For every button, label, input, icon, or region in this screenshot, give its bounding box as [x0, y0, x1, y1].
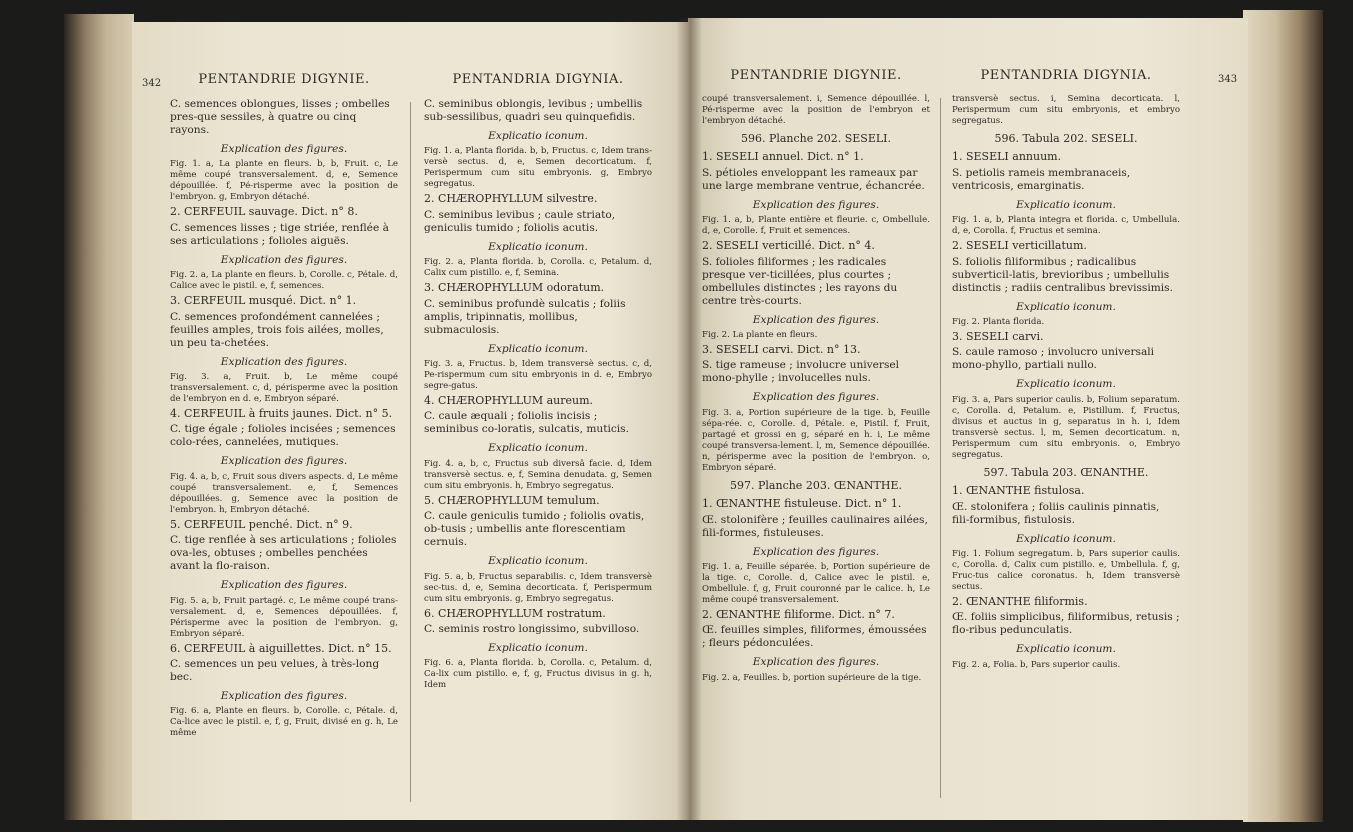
species-description: C. semences lisses ; tige striée, renflée à ses articulations ; folioles aiguës. — [170, 221, 389, 247]
explanation-heading: Explication des figures. — [220, 355, 348, 368]
species-heading: 2. SESELI verticillé. Dict. n° 4. — [702, 239, 875, 253]
explanation-heading: Explicatio iconum. — [1016, 643, 1116, 656]
species-description: S. folioles filiformes ; les radicales presque ver-ticillées, plus courtes ; ombellules distinctes ; les rayons du centre très-courts. — [702, 255, 898, 307]
column-body — [424, 98, 652, 694]
explanation-heading: Explicatio iconum. — [1016, 378, 1116, 391]
species-heading: 2. ŒNANTHE filiforme. Dict. n° 7. — [702, 608, 895, 622]
page-edges-right — [1243, 10, 1323, 822]
figure-caption: Fig. 6. a, Planta florida. b, Corolla. c, Petalum. d, Ca-lix cum pistillo. e, f, g, Fructus divisus in g. h, Idem — [424, 658, 652, 691]
species-heading: 6. CHÆROPHYLLUM rostratum. — [424, 606, 606, 620]
section-heading: 596. Planche 202. SESELI. — [740, 132, 892, 145]
species-description: C. caule geniculis tumido ; foliolis ovatis, ob-tusis ; umbellis ante florescentiam cernuis. — [424, 510, 645, 549]
figure-caption: Fig. 4. a, b, c, Fructus sub diversâ facie. d, Idem transversè sectus. e, f, Semina denudata. g, Semen cum situ embryonis. h, Embryo segregatus. — [424, 458, 652, 491]
species-description: C. semences oblongues, lisses ; ombelles pres-que sessiles, à quatre ou cinq rayons. — [170, 98, 390, 136]
figure-caption: Fig. 2. a, La plante en fleurs. b, Corolle. c, Pétale. d, Calice avec le pistil. e, f, semences. — [170, 270, 398, 292]
explanation-heading: Explicatio iconum. — [488, 342, 588, 355]
explanation-heading: Explicatio iconum. — [488, 240, 588, 253]
figure-caption: Fig. 2. a, Folia. b, Pars superior caulis. — [952, 659, 1121, 670]
figure-caption: Fig. 1. a, b, Planta integra et florida. c, Umbellula. d, e, Corolla. f, Fructus et semina. — [952, 215, 1180, 237]
page-number-left: 342 — [142, 78, 162, 89]
column-divider — [410, 102, 411, 802]
page-edges-left — [64, 14, 134, 820]
species-description: S. caule ramoso ; involucro universali mono-phyllo, partiali nullo. — [952, 346, 1155, 372]
figure-caption: Fig. 5. a, b, Fructus separabilis. c, Idem transversè sec-tus. d, e, Semina decorticata. f, Perispermum cum situ embryonis. g, Embryo segregatus. — [424, 571, 652, 604]
figure-caption: Fig. 2. Planta florida. — [952, 317, 1045, 328]
section-heading: 597. Planche 203. ŒNANTHE. — [730, 478, 902, 492]
explanation-heading: Explication des figures. — [220, 455, 348, 468]
species-heading: 2. SESELI verticillatum. — [952, 239, 1087, 253]
figure-caption: Fig. 1. Folium segregatum. b, Pars superior caulis. c, Corolla. d, Calix cum pistillo. e, Umbellula. f, g, Fruc-tus calice coronatus. h, Idem transversè sectus. — [952, 549, 1180, 593]
species-heading: 1. ŒNANTHE fistuleuse. Dict. n° 1. — [702, 497, 902, 511]
figure-caption: Fig. 2. a, Planta florida. b, Corolla. c, Petalum. d, Calix cum pistillo. e, f, Semina. — [424, 257, 652, 279]
figure-caption: Fig. 6. a, Plante en fleurs. b, Corolle. c, Pétale. d, Ca-lice avec le pistil. e, f, g, Fruit, divisé en g. h, Le même — [170, 706, 398, 739]
species-heading: 3. CHÆROPHYLLUM odoratum. — [424, 281, 605, 295]
figure-caption: Fig. 1. a, Feuille séparée. b, Portion supérieure de la tige. c, Corolle. d, Calice avec le pistil. e, Ombellule. f, g, Fruit couronné par le calice. h, Le même coupé transversalement. — [702, 562, 930, 606]
left-page — [132, 22, 692, 820]
explanation-heading: Explication des figures. — [752, 198, 880, 211]
figure-caption: Fig. 3. a, Fructus. b, Idem transversè sectus. c, d, Pe-rispermum cum situ embryonis in d. e, Embryo segre-gatus. — [424, 359, 652, 392]
figure-caption: Fig. 3. a, Pars superior caulis. b, Folium separatum. c, Corolla. d, Petalum. e, Pistillum. f, Fructus, divisus et auctus in g, separatus in h. i, Idem transversè sectus. l, m, Semen decorticatum. n, Perispermum cum situ embryonis. o, Embryo segregatus. — [952, 394, 1180, 460]
column-body — [170, 98, 398, 742]
figure-caption: transversè sectus. i, Semina decorticata. l, Perispermum cum situ embryonis, et embryo segregatus. — [952, 94, 1180, 126]
running-header: PENTANDRIA DIGYNIA. — [452, 72, 624, 87]
figure-caption: Fig. 1. a, Planta florida. b, b, Fructus. c, Idem trans-versè sectus. d, e, Semen decorticatum. f, Perispermum cum situ embryonis. g, Embryo segregatus. — [424, 146, 652, 190]
section-heading: 596. Tabula 202. SESELI. — [994, 132, 1138, 145]
species-heading: 4. CERFEUIL à fruits jaunes. Dict. n° 5. — [170, 407, 393, 421]
species-description: C. tige égale ; folioles incisées ; semences colo-rées, cannelées, mutiques. — [170, 423, 396, 449]
species-description: C. seminis rostro longissimo, subvilloso. — [424, 623, 640, 636]
species-description: C. caule æquali ; foliolis incisis ; seminibus co-loratis, sulcatis, muticis. — [424, 410, 629, 436]
running-header: PENTANDRIE DIGYNIE. — [198, 72, 370, 87]
explanation-heading: Explicatio iconum. — [488, 442, 588, 455]
species-heading: 2. CHÆROPHYLLUM silvestre. — [424, 192, 598, 206]
species-description: Œ. stolonifera ; foliis caulinis pinnatis, fili-formibus, fistulosis. — [952, 500, 1160, 526]
species-description: Œ. foliis simplicibus, filiformibus, retusis ; flo-ribus pedunculatis. — [952, 611, 1180, 637]
running-header: PENTANDRIE DIGYNIE. — [730, 68, 902, 83]
figure-caption: coupé transversalement. i, Semence dépouillée. l, Pé-risperme avec la position de l'embryon et l'embryon détaché. — [702, 94, 930, 126]
page-number-right: 343 — [1218, 74, 1238, 85]
figure-caption: Fig. 5. a, b, Fruit partagé. c, Le même coupé trans-versalement. d, e, Semences dépouillées. f, Périsperme avec la position de l'embryon. g, Embryon séparé. — [170, 595, 398, 639]
species-heading: 4. CHÆROPHYLLUM aureum. — [424, 394, 594, 408]
species-heading: 3. SESELI carvi. — [952, 330, 1044, 344]
species-heading: 2. CERFEUIL sauvage. Dict. n° 8. — [170, 205, 358, 219]
figure-caption: Fig. 2. a, Feuilles. b, portion supérieure de la tige. — [702, 672, 922, 683]
species-description: Œ. feuilles simples, filiformes, émoussées ; fleurs pédonculées. — [702, 624, 927, 650]
explanation-heading: Explicatio iconum. — [488, 642, 588, 655]
explanation-heading: Explication des figures. — [752, 656, 880, 669]
explanation-heading: Explication des figures. — [220, 690, 348, 703]
species-description: C. seminibus oblongis, levibus ; umbellis sub-sessilibus, quadri seu quinquefidis. — [424, 98, 643, 123]
column-body — [952, 94, 1180, 674]
species-heading: 5. CERFEUIL penché. Dict. n° 9. — [170, 517, 353, 531]
species-description: Œ. stolonifère ; feuilles caulinaires ailées, fili-formes, fistuleuses. — [702, 513, 928, 539]
species-description: C. semences un peu velues, à très-long bec. — [170, 658, 380, 684]
figure-caption: Fig. 2. La plante en fleurs. — [702, 330, 818, 341]
species-heading: 5. CHÆROPHYLLUM temulum. — [424, 493, 600, 507]
running-header: PENTANDRIA DIGYNIA. — [980, 68, 1152, 83]
species-heading: 1. SESELI annuum. — [952, 150, 1062, 164]
explanation-heading: Explicatio iconum. — [1016, 198, 1116, 211]
figure-caption: Fig. 3. a, Portion supérieure de la tige. b, Feuille sépa-rée. c, Corolle. d, Pétale. e, Pistil. f, Fruit, partagé et grossi en g, séparé en h. i, Le même coupé transversa-lement. l, m, Semence dépouillée. n, périsperme avec la position de l'embryon. o, Embryon séparé. — [702, 407, 930, 473]
explanation-heading: Explicatio iconum. — [1016, 532, 1116, 545]
right-page — [688, 18, 1248, 820]
species-description: S. foliolis filiformibus ; radicalibus subverticil-latis, brevioribus ; umbellulis distinctis ; radiis centralibus brevissimis. — [952, 255, 1173, 294]
explanation-heading: Explicatio iconum. — [1016, 300, 1116, 313]
explanation-heading: Explication des figures. — [752, 313, 880, 326]
figure-caption: Fig. 4. a, b, c, Fruit sous divers aspects. d, Le même coupé transversalement. e, f, Semences dépouillées. g, Semence avec la position de l'embryon. h, Embryon détaché. — [170, 471, 398, 515]
figure-caption: Fig. 1. a, b, Plante entière et fleurie. c, Ombellule. d, e, Corolle. f, Fruit et semences. — [702, 215, 930, 237]
species-heading: 3. SESELI carvi. Dict. n° 13. — [702, 343, 861, 357]
species-heading: 6. CERFEUIL à aiguillettes. Dict. n° 15. — [170, 641, 392, 655]
explanation-heading: Explicatio iconum. — [488, 130, 588, 142]
species-heading: 1. SESELI annuel. Dict. n° 1. — [702, 150, 864, 164]
section-heading: 597. Tabula 203. ŒNANTHE. — [983, 465, 1149, 479]
species-heading: 2. ŒNANTHE filiformis. — [952, 595, 1088, 609]
column-body — [702, 94, 930, 687]
column-divider — [940, 98, 941, 798]
explanation-heading: Explication des figures. — [752, 391, 880, 404]
explanation-heading: Explicatio iconum. — [488, 555, 588, 568]
species-description: C. tige renflée à ses articulations ; folioles ova-les, obtuses ; ombelles penchées avant la flo-raison. — [170, 534, 397, 573]
species-description: C. seminibus profundè sulcatis ; foliis amplis, tripinnatis, mollibus, submaculosis. — [424, 297, 626, 336]
figure-caption: Fig. 3. a, Fruit. b, Le même coupé transversalement. c, d, périsperme avec la position de l'embryon en d. e, Embryon séparé. — [170, 372, 398, 405]
explanation-heading: Explication des figures. — [220, 579, 348, 592]
explanation-heading: Explication des figures. — [752, 545, 880, 558]
explanation-heading: Explication des figures. — [220, 253, 348, 266]
species-description: S. tige rameuse ; involucre universel mono-phylle ; involucelles nuls. — [702, 359, 900, 385]
species-heading: 1. ŒNANTHE fistulosa. — [952, 484, 1085, 498]
figure-caption: Fig. 1. a, La plante en fleurs. b, b, Fruit. c, Le même coupé transversalement. d, e, Semence dépouillée. f, Pé-risperme avec la position de l'embryon. g, Embryon détaché. — [170, 159, 398, 203]
species-description: C. seminibus levibus ; caule striato, geniculis tumido ; foliolis acutis. — [424, 208, 616, 234]
species-heading: 3. CERFEUIL musqué. Dict. n° 1. — [170, 294, 357, 308]
explanation-heading: Explication des figures. — [220, 143, 348, 155]
species-description: S. petiolis rameis membranaceis, ventricosis, emarginatis. — [952, 166, 1131, 192]
book-gutter — [676, 18, 702, 820]
species-description: S. pétioles enveloppant les rameaux par une large membrane ventrue, échancrée. — [702, 166, 925, 192]
species-description: C. semences profondément cannelées ; feuilles amples, trois fois ailées, molles, un peu ta-chetées. — [170, 310, 384, 349]
